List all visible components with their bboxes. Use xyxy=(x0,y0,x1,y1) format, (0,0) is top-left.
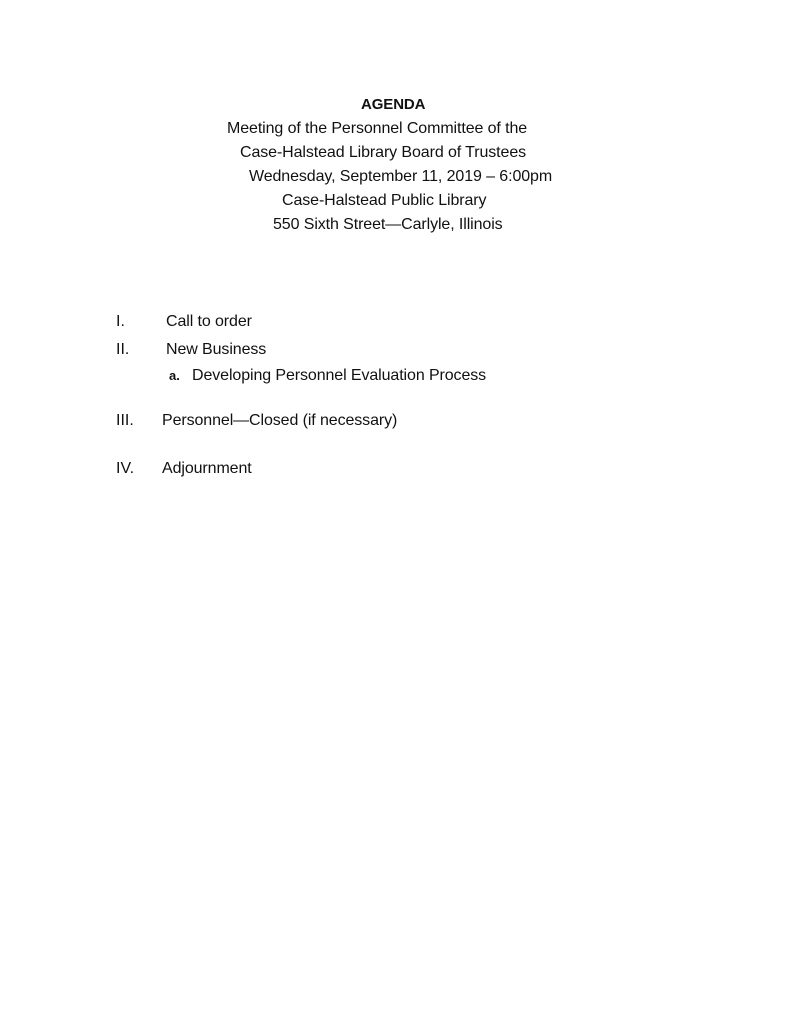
item-numeral: III. xyxy=(116,412,134,429)
agenda-title: AGENDA xyxy=(361,96,426,113)
subitem-marker: a. xyxy=(169,368,180,383)
board-line: Case-Halstead Library Board of Trustees xyxy=(240,144,527,161)
item-numeral: II. xyxy=(116,341,130,358)
item-numeral: I. xyxy=(116,313,125,330)
subitem-label: Developing Personnel Evaluation Process xyxy=(192,367,487,384)
item-label: Adjournment xyxy=(162,460,252,477)
item-label: New Business xyxy=(166,341,267,358)
item-label: Personnel—Closed (if necessary) xyxy=(162,412,398,429)
venue-line: Case-Halstead Public Library xyxy=(282,192,487,209)
datetime-line: Wednesday, September 11, 2019 – 6:00pm xyxy=(249,168,553,185)
meeting-line: Meeting of the Personnel Committee of the xyxy=(227,120,528,137)
item-numeral: IV. xyxy=(116,460,135,477)
item-label: Call to order xyxy=(166,313,252,330)
address-line: 550 Sixth Street—Carlyle, Illinois xyxy=(273,216,503,233)
